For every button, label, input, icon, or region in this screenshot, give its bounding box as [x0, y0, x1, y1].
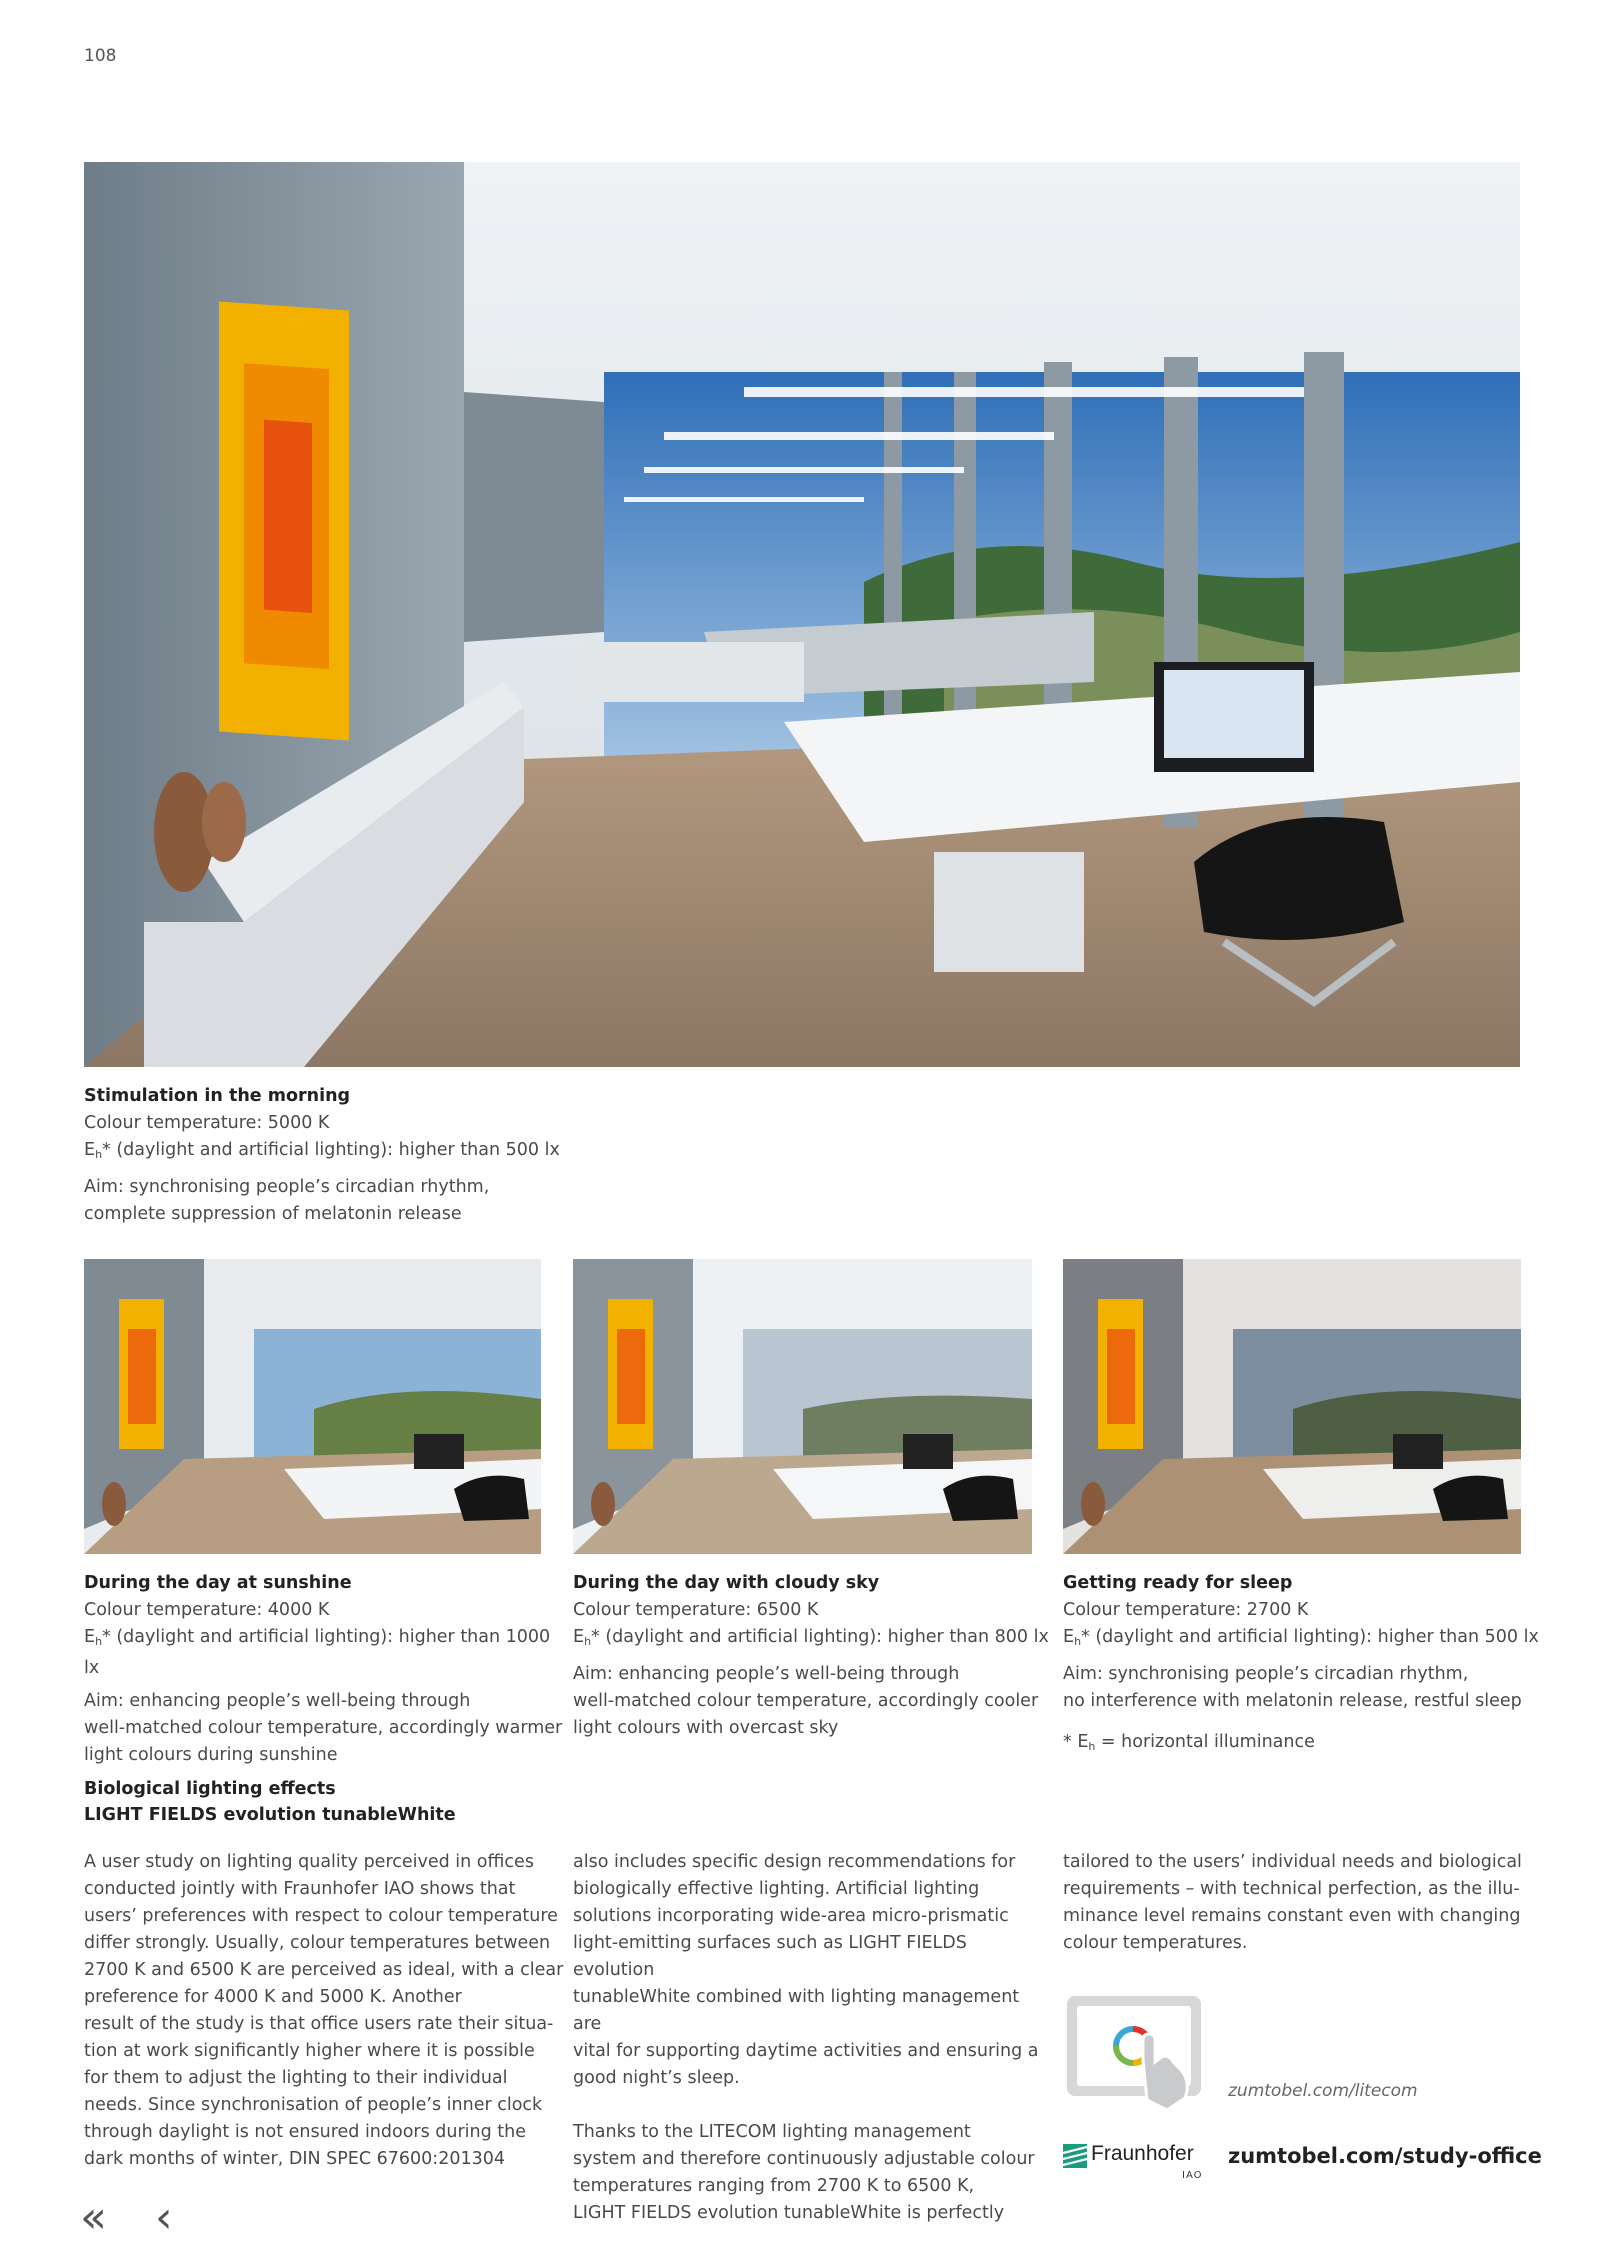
body-text-line: users’ preferences with respect to colour temperature — [84, 1906, 558, 1926]
body-column-3 — [1063, 1849, 1543, 1957]
scene-photo-sleep — [1063, 1259, 1521, 1554]
scene-title: Getting ready for sleep — [1063, 1573, 1293, 1593]
scene-photo-cloudy — [573, 1259, 1032, 1554]
hero-office-photo — [84, 162, 1520, 1067]
scene-colour-temp: Colour temperature: 6500 K — [573, 1600, 819, 1620]
hero-caption-title: Stimulation in the morning — [84, 1086, 351, 1106]
scene-aim-line1: Aim: synchronising people’s circadian rhythm, — [1063, 1664, 1469, 1684]
scene-aim-line1: Aim: enhancing people’s well-being through — [573, 1664, 960, 1684]
scene-illuminance: $E_h*$ (daylight and artificial lighting): higher than 800 lx — [573, 1627, 1049, 1648]
section-heading-line1: Biological lighting effects — [84, 1779, 336, 1799]
scene-aim-line3: light colours with overcast sky — [573, 1718, 839, 1738]
scene-title: During the day at sunshine — [84, 1573, 352, 1593]
scene-aim-line2: well-matched colour temperature, accordingly warmer — [84, 1718, 563, 1738]
scene-caption-sunshine — [84, 1570, 564, 1769]
scene-caption-sleep — [1063, 1570, 1543, 1760]
hero-aim-line1: Aim: synchronising people’s circadian rhythm, — [84, 1177, 490, 1197]
body-text-line: light-emitting surfaces such as LIGHT FIELDS evolution — [573, 1933, 967, 1980]
body-column-2 — [573, 1849, 1053, 2227]
body-text-line: 2700 K and 6500 K are perceived as ideal, with a clear — [84, 1960, 564, 1980]
body-text-line: tion at work significantly higher where it is possible — [84, 2041, 535, 2061]
hero-caption — [84, 1083, 784, 1228]
body-text-line: dark months of winter, DIN SPEC 67600:201304 — [84, 2149, 506, 2169]
scene-illuminance: $E_h*$ (daylight and artificial lighting): higher than 500 lx — [1063, 1627, 1539, 1648]
section-heading-line2: LIGHT FIELDS evolution tunableWhite — [84, 1805, 456, 1825]
scene-illuminance: $E_h*$ (daylight and artificial lighting): higher than 1000 lx — [84, 1627, 551, 1678]
body-text-line: solutions incorporating wide-area micro-prismatic — [573, 1906, 1009, 1926]
section-heading — [84, 1776, 584, 1828]
hero-aim-line2: complete suppression of melatonin release — [84, 1204, 462, 1224]
body-text-line: through daylight is not ensured indoors during the — [84, 2122, 527, 2142]
body-text-line: needs. Since synchronisation of people’s inner clock — [84, 2095, 543, 2115]
body-text-line: also includes specific design recommendations for — [573, 1852, 1016, 1872]
study-office-link[interactable]: zumtobel.com/study-office — [1228, 2144, 1542, 2168]
scene-colour-temp: Colour temperature: 2700 K — [1063, 1600, 1309, 1620]
body-text-line: preference for 4000 K and 5000 K. Another — [84, 1987, 462, 2007]
scene-title: During the day with cloudy sky — [573, 1573, 880, 1593]
body-text-line: requirements – with technical perfection, as the illu- — [1063, 1879, 1520, 1899]
body-column-1 — [84, 1849, 564, 2173]
body-text-line: A user study on lighting quality perceived in offices — [84, 1852, 534, 1872]
office-morning-image — [84, 162, 1520, 1067]
body-text-line: vital for supporting daytime activities and ensuring a — [573, 2041, 1039, 2061]
fraunhofer-logo — [1063, 2140, 1213, 2186]
body-text-line: for them to adjust the lighting to their individual — [84, 2068, 508, 2088]
body-text-line: colour temperatures. — [1063, 1933, 1248, 1953]
body-text-line: good night’s sleep. — [573, 2068, 740, 2088]
scene-aim-line2: no interference with melatonin release, restful sleep — [1063, 1691, 1522, 1711]
litecom-touch-icon[interactable] — [1063, 1990, 1213, 2115]
body-text-line: tailored to the users’ individual needs and biological — [1063, 1852, 1522, 1872]
body-text-line: system and therefore continuously adjustable colour — [573, 2149, 1035, 2169]
scene-aim-line1: Aim: enhancing people’s well-being through — [84, 1691, 471, 1711]
previous-page-button[interactable]: ‹ — [155, 2192, 173, 2243]
fraunhofer-name: Fraunhofer — [1091, 2142, 1194, 2165]
scene-aim-line2: well-matched colour temperature, accordingly cooler — [573, 1691, 1039, 1711]
body-text-line: tunableWhite combined with lighting management are — [573, 1987, 1020, 2034]
body-text-line: result of the study is that office users rate their situa- — [84, 2014, 554, 2034]
fraunhofer-sub: IAO — [1182, 2170, 1203, 2181]
body-text-line: differ strongly. Usually, colour temperatures between — [84, 1933, 551, 1953]
first-page-button[interactable]: « — [80, 2192, 107, 2243]
scene-caption-cloudy — [573, 1570, 1053, 1742]
litecom-link[interactable]: zumtobel.com/litecom — [1228, 2081, 1418, 2101]
scene-aim-line3: light colours during sunshine — [84, 1745, 338, 1765]
body-text-line: minance level remains constant even with changing — [1063, 1906, 1521, 1926]
body-text-line: LIGHT FIELDS evolution tunableWhite is perfectly — [573, 2203, 1005, 2223]
body-text-line: biologically effective lighting. Artificial lighting — [573, 1879, 980, 1899]
body-text-line: temperatures ranging from 2700 K to 6500 K, — [573, 2176, 975, 2196]
page-number: 108 — [84, 46, 117, 66]
body-text-line: conducted jointly with Fraunhofer IAO shows that — [84, 1879, 516, 1899]
scene-photo-sunshine — [84, 1259, 541, 1554]
hero-illuminance: $E_h*$ (daylight and artificial lighting): higher than 500 lx — [84, 1140, 560, 1161]
footnote: * $E_h$ = horizontal illuminance — [1063, 1732, 1315, 1753]
scene-colour-temp: Colour temperature: 4000 K — [84, 1600, 330, 1620]
body-text-line: Thanks to the LITECOM lighting management — [573, 2122, 971, 2142]
hero-colour-temp: Colour temperature: 5000 K — [84, 1113, 330, 1133]
fraunhofer-mark-icon — [1063, 2144, 1087, 2168]
